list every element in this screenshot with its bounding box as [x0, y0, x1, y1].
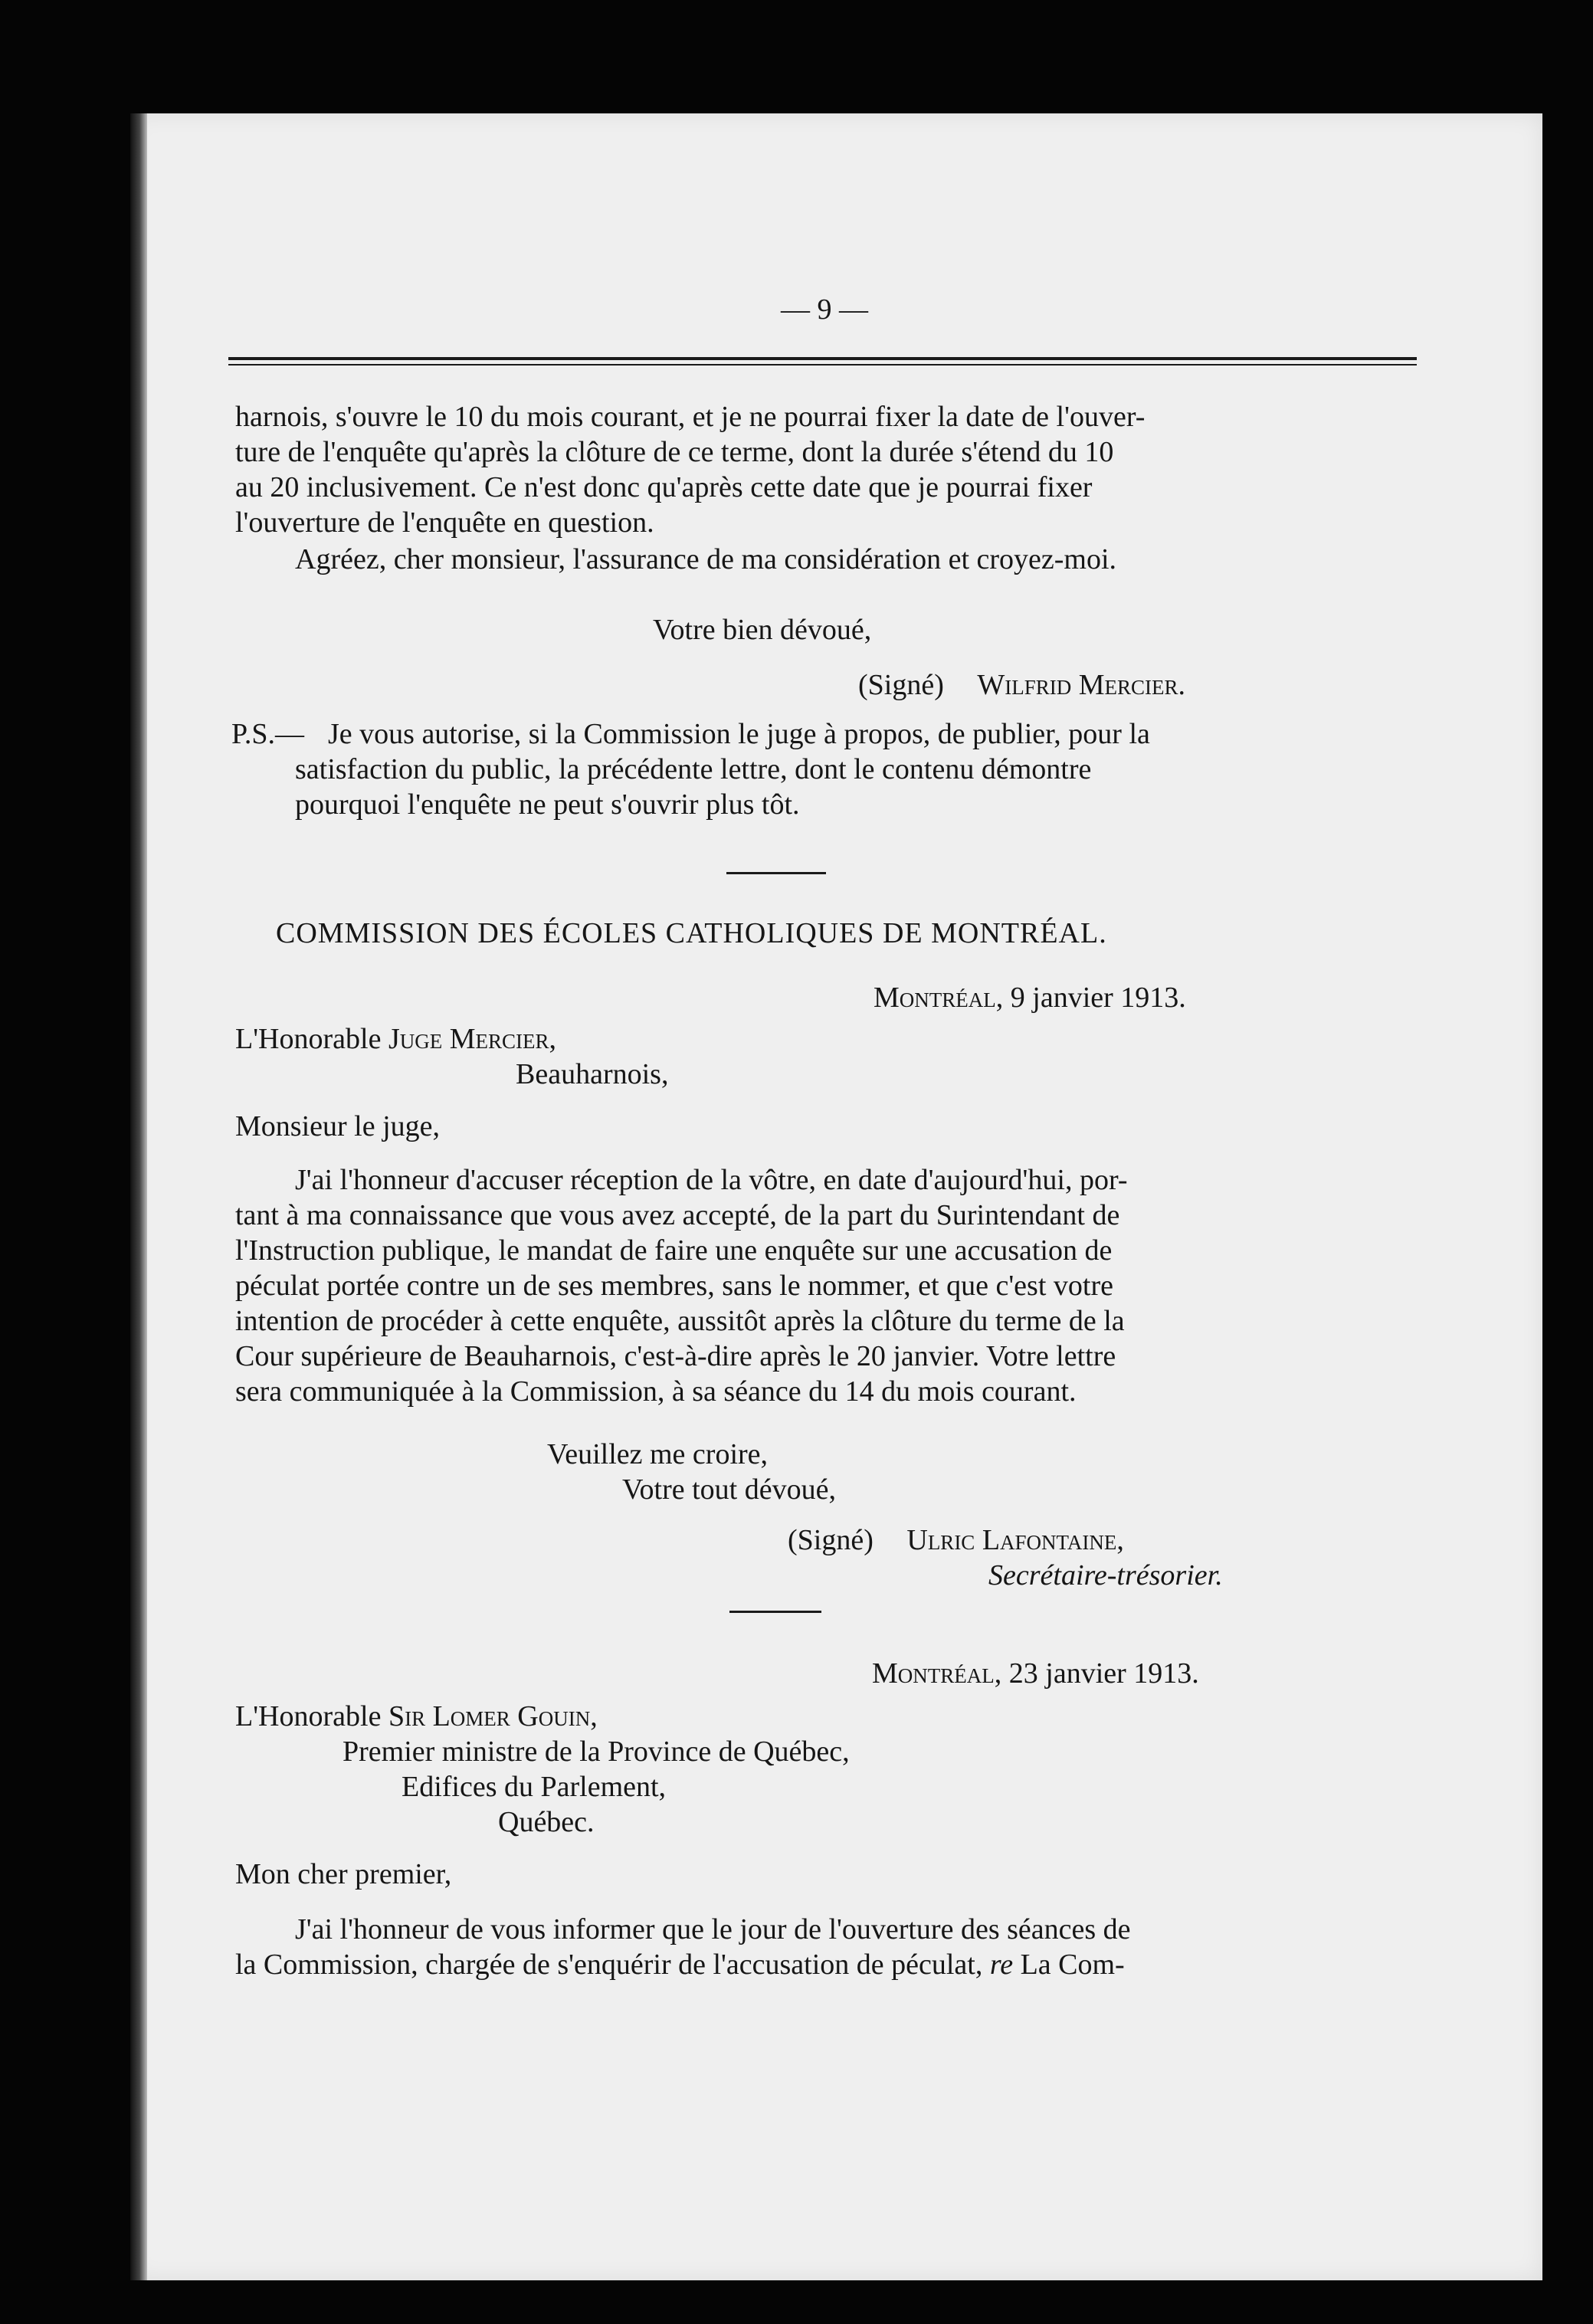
signatory-name: Wilfrid Mercier. [977, 669, 1186, 701]
signed-label: (Signé) [788, 1524, 874, 1556]
paragraph-line: l'ouverture de l'enquête en question. [235, 506, 654, 539]
header-rule-bottom [228, 364, 1417, 365]
address-line: Edifices du Parlement, [402, 1771, 667, 1803]
section-divider [726, 872, 826, 874]
dateline [872, 1657, 1199, 1690]
paragraph-line: harnois, s'ouvre le 10 du mois courant, et je ne pourrai fixer la date de l'ouver- [235, 401, 1146, 433]
paragraph-line: péculat portée contre un de ses membres, sans le nommer, et que c'est votre [235, 1270, 1113, 1302]
paragraph-line: au 20 inclusivement. Ce n'est donc qu'après cette date que je pourrai fixer [235, 471, 1093, 503]
paragraph-text: la Commission, chargée de s'enquérir de l'accusation de péculat, [235, 1949, 983, 1981]
paragraph-line: tant à ma connaissance que vous avez accepté, de la part du Surintendant de [235, 1199, 1120, 1231]
postscript-line: satisfaction du public, la précédente lettre, dont le contenu démontre [295, 753, 1092, 785]
signature-block [858, 668, 1185, 702]
dateline-place: Montréal, [872, 1657, 1002, 1690]
addressee [235, 1022, 556, 1056]
addressee-prefix: L'Honorable [235, 1023, 382, 1055]
page-binding-edge [130, 113, 147, 2280]
dateline-date: 9 janvier 1913. [1010, 982, 1186, 1014]
paragraph-line: l'Instruction publique, le mandat de faire une enquête sur une accusation de [235, 1234, 1113, 1267]
letterhead: COMMISSION DES ÉCOLES CATHOLIQUES DE MONTRÉAL. [276, 917, 1107, 949]
paragraph-text: La Com- [1020, 1949, 1125, 1981]
paragraph-line: J'ai l'honneur d'accuser réception de la vôtre, en date d'aujourd'hui, por- [295, 1164, 1128, 1196]
signatory-title: Secrétaire-trésorier. [988, 1559, 1223, 1591]
signature-block [788, 1523, 1124, 1557]
signed-label: (Signé) [858, 669, 944, 701]
page-number: — 9 — [781, 293, 868, 326]
paragraph-line: ture de l'enquête qu'après la clôture de ce terme, dont la durée s'étend du 10 [235, 436, 1114, 468]
paragraph-line: J'ai l'honneur de vous informer que le jour de l'ouverture des séances de [295, 1913, 1131, 1945]
addressee [235, 1700, 598, 1733]
closing-line: Veuillez me croire, [547, 1438, 769, 1470]
paragraph-italic: re [989, 1949, 1014, 1981]
section-divider [729, 1611, 821, 1613]
closing-line: Agréez, cher monsieur, l'assurance de ma considération et croyez-moi. [295, 543, 1117, 575]
postscript-line: pourquoi l'enquête ne peut s'ouvrir plus tôt. [295, 788, 800, 821]
document-page [130, 113, 1542, 2280]
paragraph-line-last [235, 1948, 1125, 1981]
address-line: Premier ministre de la Province de Québec, [343, 1736, 850, 1768]
salutation: Monsieur le juge, [235, 1110, 441, 1142]
salutation: Mon cher premier, [235, 1858, 452, 1890]
addressee-name: Sir Lomer Gouin, [388, 1700, 598, 1732]
postscript-label: P.S.— [231, 718, 305, 750]
addressee-prefix: L'Honorable [235, 1700, 382, 1732]
signatory-name: Ulric Lafontaine, [906, 1524, 1124, 1556]
dateline-place: Montréal, [874, 982, 1004, 1014]
dateline-date: 23 janvier 1913. [1008, 1657, 1199, 1690]
addressee-city: Beauharnois, [516, 1058, 669, 1090]
paragraph-line: intention de procéder à cette enquête, aussitôt après la clôture du terme de la [235, 1305, 1125, 1337]
valediction: Votre bien dévoué, [653, 614, 872, 646]
addressee-name: Juge Mercier, [388, 1023, 557, 1055]
postscript-line: Je vous autorise, si la Commission le juge à propos, de publier, pour la [328, 718, 1150, 750]
paragraph-line: Cour supérieure de Beauharnois, c'est-à-dire après le 20 janvier. Votre lettre [235, 1340, 1116, 1372]
header-rule-top [228, 357, 1417, 360]
address-line: Québec. [498, 1806, 595, 1838]
closing-line: Votre tout dévoué, [622, 1473, 836, 1506]
paragraph-line: sera communiquée à la Commission, à sa séance du 14 du mois courant. [235, 1375, 1077, 1408]
dateline [874, 981, 1186, 1014]
